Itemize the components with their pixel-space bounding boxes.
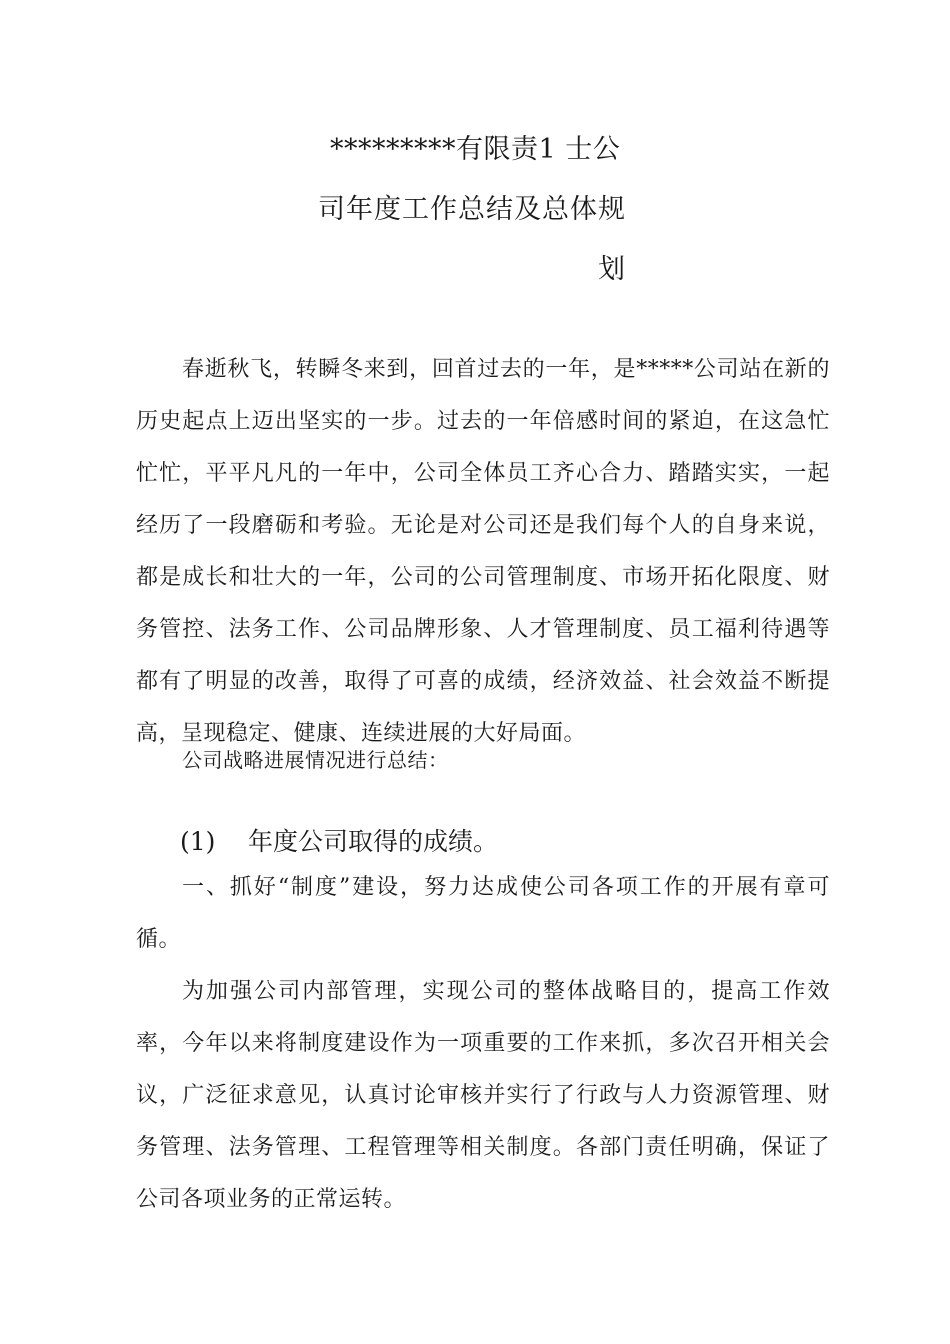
summary-lead-paragraph: 公司战略进展情况进行总结：: [182, 748, 449, 772]
document-title-line-1: *********有限责1 士公: [330, 134, 621, 165]
section-heading-number: (1): [180, 827, 216, 856]
document-title-line-2: 司年度工作总结及总体规: [318, 194, 626, 225]
intro-paragraph: 春逝秋飞，转瞬冬来到，回首过去的一年，是*****公司站在新的历史起点上迈出坚实的一步。过去的一年倍感时间的紧迫，在这急忙忙忙，平平凡凡的一年中，公司全体员工齐心合力、踏踏实实，一起经历了一段磨砺和考验。无论是对公司还是我们每个人的自身来说，都是成长和壮大的一年，公司的公司管理制度、市场开拓化限度、财务管控、法务工作、公司品牌形象、人才管理制度、员工福利待遇等都有了明显的改善，取得了可喜的成绩，经济效益、社会效益不断提高，呈现稳定、健康、连续进展的大好局面。: [136, 357, 830, 746]
point-one-paragraph: 一、抓好“制度”建设，努力达成使公司各项工作的开展有章可循。: [136, 875, 830, 952]
document-title-line-3: 划: [598, 254, 625, 285]
point-one-detail-paragraph: 为加强公司内部管理，实现公司的整体战略目的，提高工作效率，今年以来将制度建设作为一项重要的工作来抓，多次召开相关会议，广泛征求意见，认真讨论审核并实行了行政与人力资源管理、财务管理、法务管理、工程管理等相关制度。各部门责任明确，保证了公司各项业务的正常运转。: [136, 979, 830, 1212]
section-heading: [180, 822, 498, 862]
section-heading-text: 年度公司取得的成绩。: [248, 827, 499, 856]
